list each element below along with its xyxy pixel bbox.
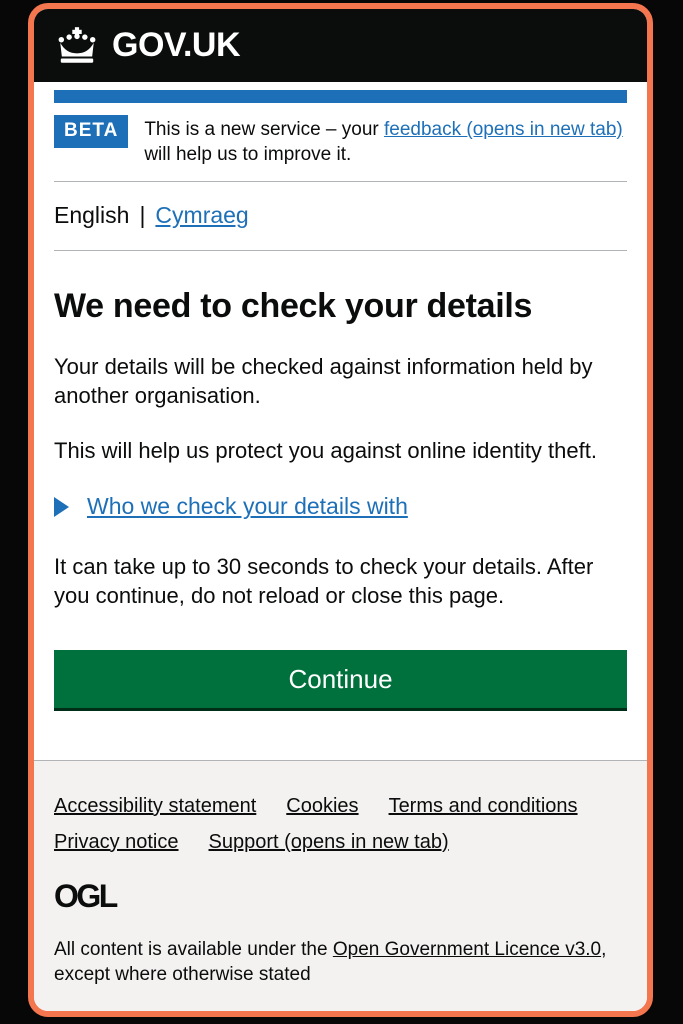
licence-text-after: , except where otherwise stated [54, 938, 607, 985]
details-arrow-icon [54, 497, 69, 517]
govuk-footer [34, 760, 647, 1011]
phase-text-before: This is a new service – your [144, 119, 385, 140]
footer-link-terms[interactable]: Terms and conditions [388, 794, 578, 817]
licence-text [54, 937, 627, 987]
govuk-header [34, 9, 647, 82]
main-content [34, 251, 647, 760]
footer-link-accessibility[interactable]: Accessibility statement [54, 794, 257, 817]
paragraph-30-seconds: It can take up to 30 seconds to check your details. After you continue, do not reload or close this page. [54, 554, 594, 609]
beta-tag: BETA [54, 115, 128, 148]
footer-link-privacy[interactable]: Privacy notice [54, 830, 179, 853]
govuk-logo-text[interactable]: GOV.UK [112, 26, 241, 64]
details-disclosure[interactable] [54, 493, 627, 520]
footer-links [54, 795, 627, 854]
footer-link-cookies[interactable]: Cookies [286, 794, 359, 817]
feedback-link[interactable]: feedback (opens in new tab) [384, 119, 623, 140]
header-accent-bar [54, 90, 627, 103]
phase-banner-text [144, 115, 627, 167]
device-frame [28, 3, 653, 1017]
phase-banner [54, 103, 627, 182]
language-link-cymraeg[interactable]: Cymraeg [155, 202, 249, 229]
language-current: English [54, 202, 130, 229]
details-summary-link[interactable]: Who we check your details with [87, 493, 408, 520]
licence-text-before: All content is available under the [54, 938, 333, 960]
continue-button[interactable]: Continue [54, 650, 627, 708]
page-title: We need to check your details [54, 287, 533, 326]
paragraph-identity-theft: This will help us protect you against online identity theft. [54, 438, 597, 464]
footer-link-support[interactable]: Support (opens in new tab) [208, 830, 449, 853]
crown-icon [54, 27, 100, 65]
phase-text-after: will help us to improve it. [144, 144, 352, 166]
language-switcher [54, 182, 627, 251]
ogl-licence-link[interactable]: Open Government Licence v3.0 [332, 938, 602, 960]
paragraph-details-checked: Your details will be checked against information held by another organisation. [54, 354, 593, 409]
language-separator: | [139, 202, 146, 229]
ogl-logo: OGL [54, 877, 116, 914]
